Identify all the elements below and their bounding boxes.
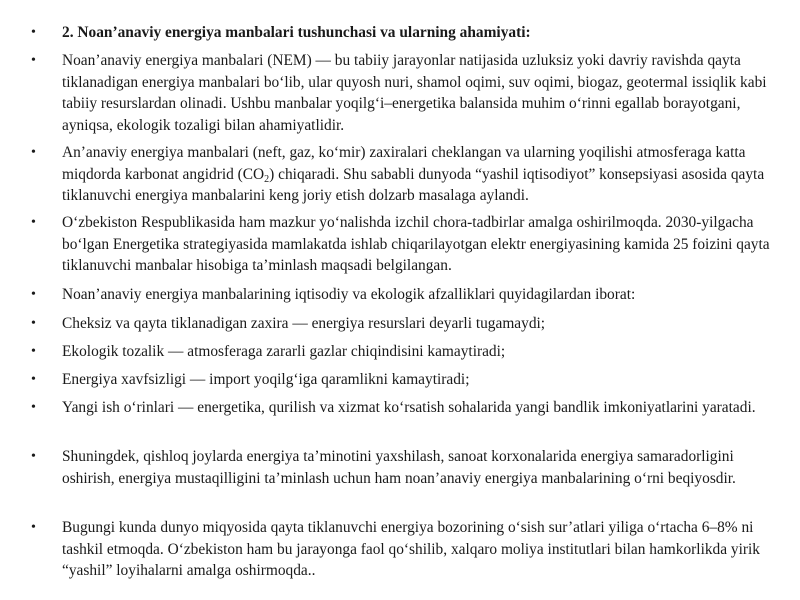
bullet-icon: •	[31, 372, 36, 387]
list-item-text: Noan’anaviy energiya manbalari (NEM) — bu tabiiy jarayonlar natijasida uzluksiz yoki davriy ravishda qayta tiklanadigan energiya manbalari bo‘lib, ular quyosh nuri, shamol oqimi, suv oqimi, biogaz, geotermal issiqlik kabi tabiiy resurslardan olinadi. Ushbu manbalar yoqilg‘i–energetika balansida muhim o‘rinni egallab borayotgani, ayniqsa, ekologik tozaligi bilan ahamiyatlidir.	[62, 52, 767, 134]
bullet-icon: •	[31, 287, 36, 302]
list-item-text	[62, 142, 774, 207]
section-heading: 2. Noan’anaviy energiya manbalari tushunchasi va ularning ahamiyati:	[62, 24, 531, 41]
bullet-icon: •	[31, 215, 36, 230]
list-item-text: Ekologik tozalik — atmosferaga zararli gazlar chiqindisini kamaytiradi;	[62, 343, 506, 360]
list-item-text: Cheksiz va qayta tiklanadigan zaxira — energiya resurslari deyarli tugamaydi;	[62, 315, 546, 332]
text-part: ) chiqaradi. Shu sababli dunyoda “yashil iqtisodiyot” konsepsiyasi asosida qayta tiklanuvchi energiya manbalarini keng joriy etish dolzarb masalaga aylandi.	[62, 165, 765, 204]
bullet-icon: •	[31, 449, 36, 464]
list-item-text: Yangi ish o‘rinlari — energetika, qurilish va xizmat ko‘rsatish sohalarida yangi bandlik imkoniyatlarini yaratadi.	[62, 399, 756, 416]
bullet-icon: •	[31, 145, 36, 160]
bullet-icon: •	[31, 344, 36, 359]
list-item-text: Noan’anaviy energiya manbalarining iqtisodiy va ekologik afzalliklari quyidagilardan iborat:	[62, 286, 636, 303]
list-item-text: O‘zbekiston Respublikasida ham mazkur yo‘nalishda izchil chora-tadbirlar amalga oshirilmoqda. 2030-yilgacha bo‘lgan Energetika strategiyasida mamlakatda ishlab chiqarilayotgan elektr energiyasining kamida 25 foizini qayta tiklanuvchi manbalar hisobiga ta’minlash maqsadi belgilangan.	[62, 214, 770, 274]
bullet-icon: •	[31, 53, 36, 68]
list-item-text: Energiya xavfsizligi — import yoqilg‘iga qaramlikni kamaytiradi;	[62, 371, 470, 388]
list-item-text: Bugungi kunda dunyo miqyosida qayta tiklanuvchi energiya bozorining o‘sish sur’atlari yiliga o‘rtacha 6–8% ni tashkil etmoqda. O‘zbekiston ham bu jarayonga faol qo‘shilib, xalqaro moliya institutlari bilan hamkorlikda yirik “yashil” loyihalarni amalga oshirmoqda..	[62, 519, 760, 579]
bullet-icon: •	[31, 316, 36, 331]
bullet-icon: •	[31, 400, 36, 415]
bullet-icon: •	[31, 25, 36, 40]
bullet-icon: •	[31, 520, 36, 535]
list-item-text: Shuningdek, qishloq joylarda energiya ta’minotini yaxshilash, sanoat korxonalarida energiya samaradorligini oshirish, energiya mustaqilligini ta’minlash uchun ham noan’anaviy energiya manbalarining o‘rni beqiyosdir.	[62, 448, 736, 487]
text-part: An’anaviy energiya manbalari (neft, gaz, ko‘mir) zaxiralari cheklangan va ularning yoqilishi atmosferaga katta miqdorda karbonat angidrid (CO	[62, 144, 746, 183]
subscript: 2	[264, 173, 270, 185]
